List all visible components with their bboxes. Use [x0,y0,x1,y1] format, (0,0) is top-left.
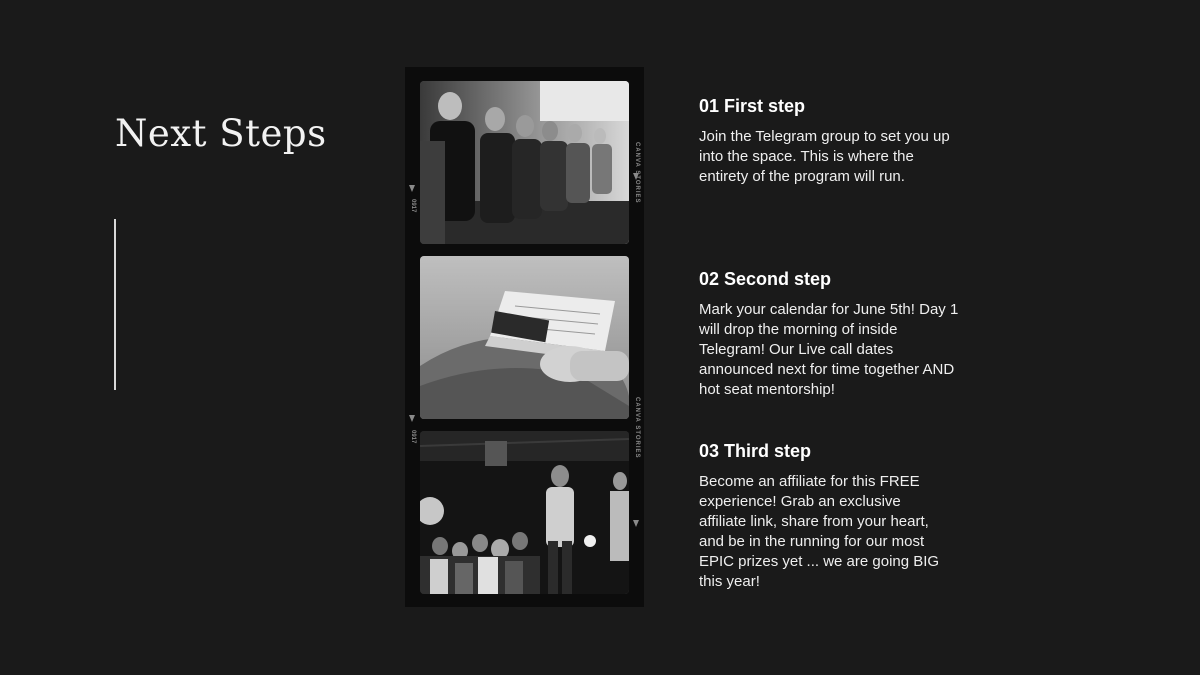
step-description: Mark your calendar for June 5th! Day 1 will drop the morning of inside Telegram! Our Live call dates announced next for time together AND hot seat mentorship! [699,301,959,398]
audience-seated-photo [420,81,629,244]
vertical-divider [114,219,116,390]
film-edge-marker [633,520,639,527]
stage-performance-photo [420,431,629,594]
step-item [699,440,979,592]
film-edge-marker [409,185,415,192]
film-edge-label: CANVA STORIES [634,397,640,459]
film-edge-marker [633,173,639,180]
step-description: Become an affiliate for this FREE experience! Grab an exclusive affiliate link, share from your heart, and be in the running for our most EPIC prizes yet ... we are going BIG this year! [699,473,940,590]
hand-holding-notebook-photo [420,256,629,419]
step-heading: 01 First step [699,96,806,116]
film-edge-number: 0917 [410,199,416,213]
step-heading: 03 Third step [699,441,812,461]
step-heading: 02 Second step [699,269,832,289]
filmstrip [405,67,644,607]
film-edge-label: CANVA STORIES [634,142,640,204]
step-item [699,95,979,187]
step-description: Join the Telegram group to set you up into the space. This is where the entirety of the program will run. [699,128,950,185]
film-edge-number: 0917 [410,430,416,444]
page-title: Next Steps [115,112,327,155]
step-item [699,268,979,400]
film-edge-marker [409,415,415,422]
